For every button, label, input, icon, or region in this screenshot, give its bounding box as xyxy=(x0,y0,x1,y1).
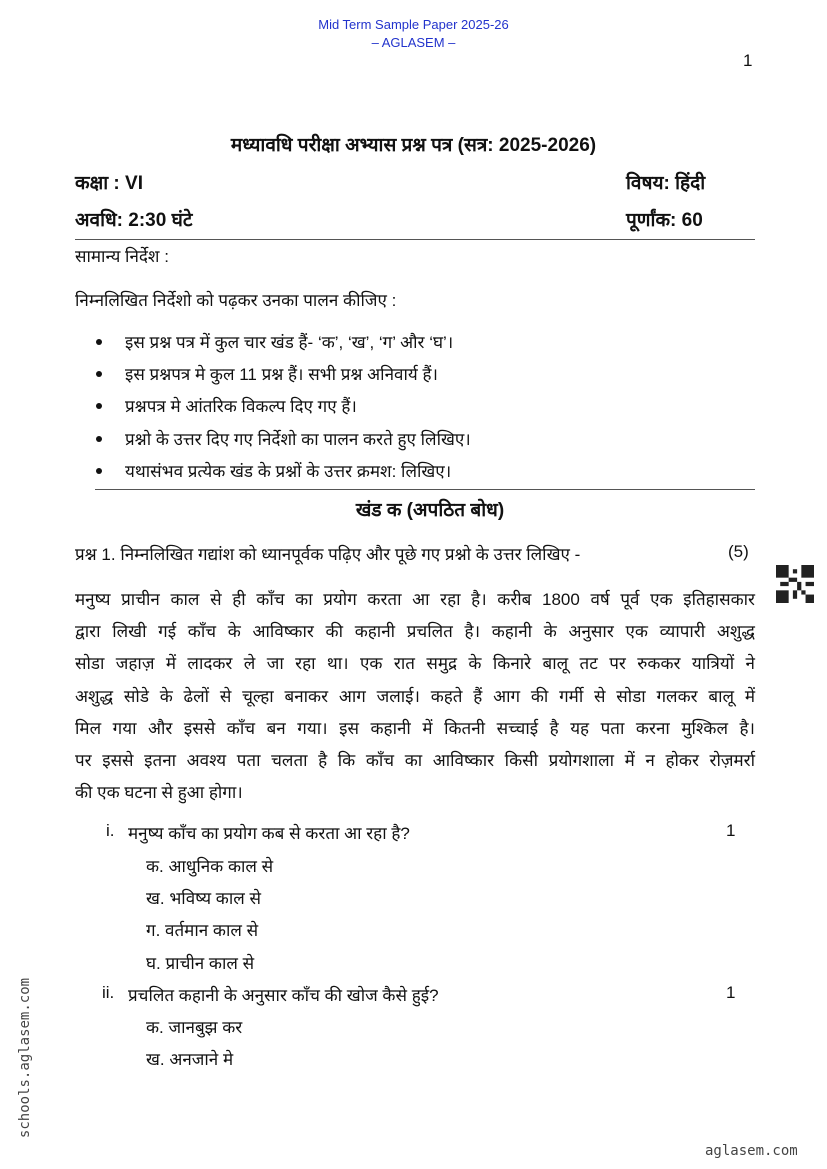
bullet-icon xyxy=(96,339,102,345)
subquestion-label: ii. xyxy=(102,983,115,1002)
instruction-item: यथासंभव प्रत्येक खंड के प्रश्नों के उत्तर क्रमश: लिखिए। xyxy=(125,462,452,481)
bullet-icon xyxy=(96,436,102,442)
header-title: Mid Term Sample Paper 2025-26 xyxy=(318,17,509,32)
passage-line: पर इससे इतना अवश्य पता चलता है कि काँच का आविष्कार किसी प्रयोगशाला में न होकर रोज़मर्रा xyxy=(75,751,755,770)
divider xyxy=(75,239,755,240)
option: घ. प्राचीन काल से xyxy=(146,954,255,973)
subject-label: विषय: हिंदी xyxy=(626,173,706,194)
question-1-marks: (5) xyxy=(728,542,749,561)
bullet-icon xyxy=(96,403,102,409)
instruction-item: इस प्रश्न पत्र में कुल चार खंड हैं- ‘क’, ‘ख’, ‘ग’ और ‘घ’। xyxy=(125,333,454,352)
passage-line: मनुष्य प्राचीन काल से ही काँच का प्रयोग करता आ रहा है। करीब 1800 वर्ष पूर्व एक इतिहासकार xyxy=(75,590,755,609)
option: ख. अनजाने मे xyxy=(146,1050,234,1069)
option: ग. वर्तमान काल से xyxy=(146,921,259,940)
passage-line: सोडा जहाज़ में लादकर ले जा रहा था। एक रात समुद्र के किनारे बालू तट पर रुककर यात्रियों ने xyxy=(75,654,755,673)
passage-line: अशुद्ध सोडे के ढेलों से चूल्हा बनाकर आग जलाई। कहते हैं आग की गर्मी से सोडा गलकर बालू में xyxy=(75,687,755,706)
subquestion-marks: 1 xyxy=(726,821,736,840)
passage-line: की एक घटना से हुआ होगा। xyxy=(75,783,243,802)
class-label: कक्षा : VI xyxy=(75,173,143,194)
instruction-item: इस प्रश्नपत्र मे कुल 11 प्रश्न हैं। सभी प्रश्न अनिवार्य हैं। xyxy=(125,365,438,384)
bullet-icon xyxy=(96,371,102,377)
question-1-text: प्रश्न 1. निम्नलिखित गद्यांश को ध्यानपूर्वक पढ़िए और पूछे गए प्रश्नो के उत्तर लिखिए - xyxy=(75,545,581,564)
page-number: 1 xyxy=(743,51,753,70)
option: क. आधुनिक काल से xyxy=(146,857,274,876)
subquestion-text: प्रचलित कहानी के अनुसार काँच की खोज कैसे हुई? xyxy=(128,986,439,1005)
passage-line: द्वारा लिखी गई काँच के आविष्कार की कहानी प्रचलित है। कहानी के अनुसार एक व्यापारी अशुद्ध xyxy=(75,622,755,641)
header-brand: – AGLASEM – xyxy=(371,35,456,50)
side-watermark: schools.aglasem.com xyxy=(17,977,33,1139)
instruction-item: प्रश्नपत्र मे आंतरिक विकल्प दिए गए हैं। xyxy=(125,397,357,416)
paper-title: मध्यावधि परीक्षा अभ्यास प्रश्न पत्र (सत्र: 2025-2026) xyxy=(230,135,597,156)
option: क. जानबुझ कर xyxy=(146,1018,243,1037)
bottom-watermark: aglasem.com xyxy=(705,1143,798,1159)
passage-line: मिल गया और इससे काँच बन गया। इस कहानी में कितनी सच्चाई है यह पता करना मुश्किल है। xyxy=(75,719,755,738)
marks-label: पूर्णांक: 60 xyxy=(626,210,703,231)
divider xyxy=(95,489,755,490)
bullet-icon xyxy=(96,468,102,474)
subquestion-label: i. xyxy=(106,821,115,840)
instructions-intro: निम्नलिखित निर्देशो को पढ़कर उनका पालन कीजिए : xyxy=(75,291,397,310)
subquestion-text: मनुष्य काँच का प्रयोग कब से करता आ रहा है? xyxy=(128,824,410,843)
option: ख. भविष्य काल से xyxy=(146,889,261,908)
instructions-heading: सामान्य निर्देश : xyxy=(75,247,169,266)
instruction-item: प्रश्नो के उत्तर दिए गए निर्देशो का पालन करते हुए लिखिए। xyxy=(125,430,471,449)
duration-label: अवधि: 2:30 घंटे xyxy=(75,210,193,231)
subquestion-marks: 1 xyxy=(726,983,736,1002)
qr-code-icon xyxy=(776,565,814,603)
section-title: खंड क (अपठित बोध) xyxy=(355,500,505,521)
